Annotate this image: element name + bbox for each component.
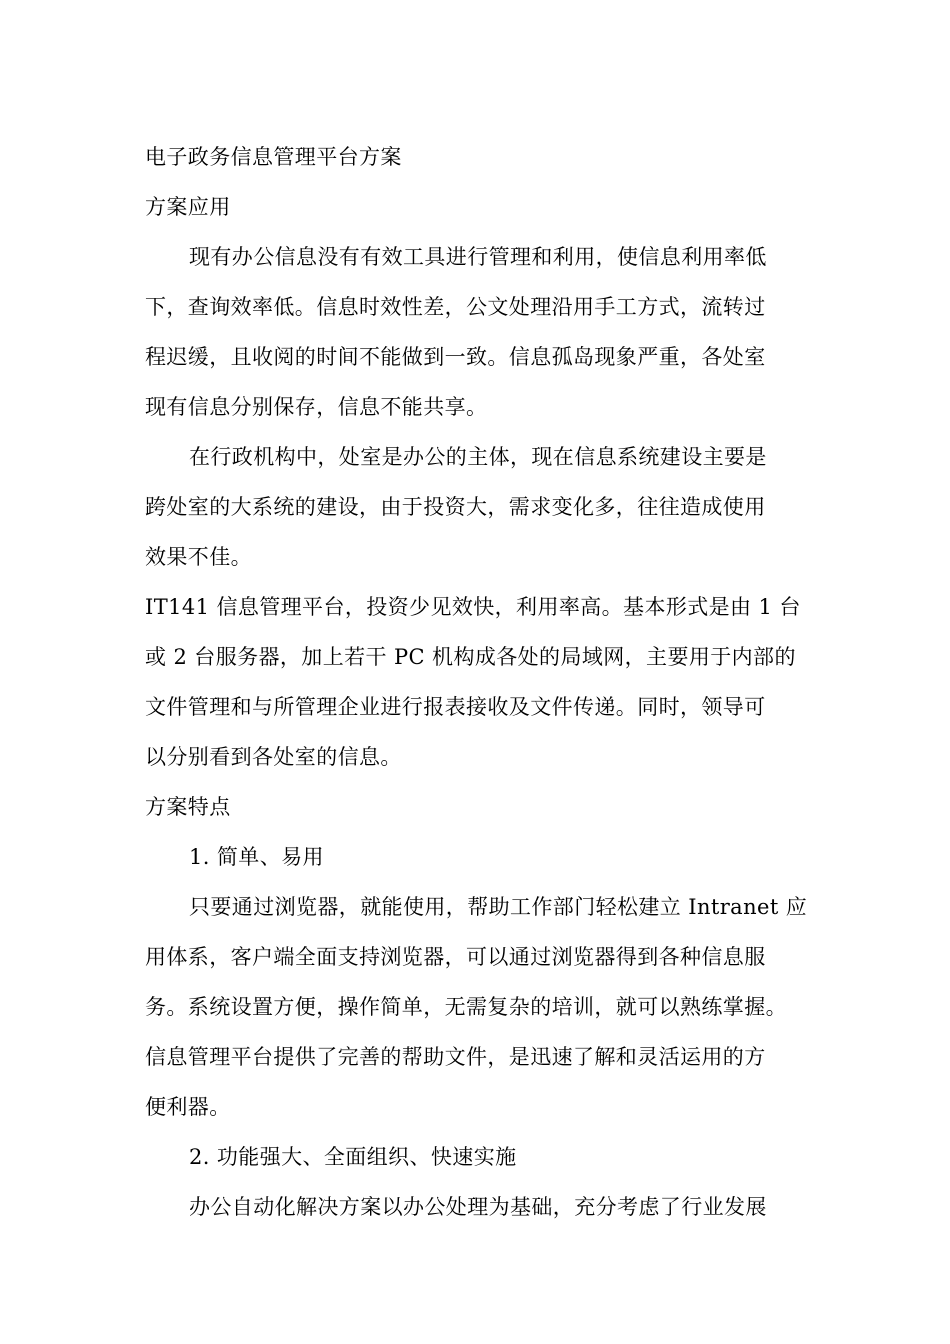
feature-heading-powerful: 2. 功能强大、全面组织、快速实施 [189, 1145, 517, 1169]
paragraph-line: 务。系统设置方便，操作简单，无需复杂的培训，就可以熟练掌握。 [145, 995, 787, 1019]
paragraph-line: 程迟缓，且收阅的时间不能做到一致。信息孤岛现象严重，各处室 [145, 345, 766, 369]
paragraph-line: 文件管理和与所管理企业进行报表接收及文件传递。同时，领导可 [145, 695, 766, 719]
paragraph-line: 现有办公信息没有有效工具进行管理和利用，使信息利用率低 [189, 245, 767, 269]
paragraph-current-problems [145, 232, 810, 432]
paragraph-line: 办公自动化解决方案以办公处理为基础，充分考虑了行业发展 [189, 1195, 767, 1219]
document-title: 电子政务信息管理平台方案 [145, 145, 402, 169]
paragraph-line: 以分别看到各处室的信息。 [145, 745, 402, 769]
paragraph-browser-usage [145, 882, 810, 1132]
paragraph-line: 便利器。 [145, 1095, 231, 1119]
paragraph-line: 跨处室的大系统的建设，由于投资大，需求变化多，往往造成使用 [145, 495, 766, 519]
feature-heading-simple-easy: 1. 简单、易用 [189, 845, 324, 869]
paragraph-line: 用体系，客户端全面支持浏览器，可以通过浏览器得到各种信息服 [145, 945, 766, 969]
section-heading-features: 方案特点 [145, 795, 231, 819]
document-body [145, 132, 810, 1232]
paragraph-line: 效果不佳。 [145, 545, 252, 569]
paragraph-line: 或 2 台服务器，加上若干 PC 机构成各处的局域网，主要用于内部的 [145, 645, 796, 669]
paragraph-line: 下，查询效率低。信息时效性差，公文处理沿用手工方式，流转过 [145, 295, 766, 319]
paragraph-it141-platform [145, 582, 810, 782]
paragraph-office-automation [145, 1182, 810, 1232]
paragraph-line: 只要通过浏览器，就能使用，帮助工作部门轻松建立 Intranet 应 [189, 895, 808, 919]
section-heading-application: 方案应用 [145, 195, 231, 219]
paragraph-line: 信息管理平台提供了完善的帮助文件，是迅速了解和灵活运用的方 [145, 1045, 766, 1069]
paragraph-admin-agencies [145, 432, 810, 582]
paragraph-line: 现有信息分别保存，信息不能共享。 [145, 395, 488, 419]
paragraph-line: 在行政机构中，处室是办公的主体，现在信息系统建设主要是 [189, 445, 767, 469]
paragraph-line: IT141 信息管理平台，投资少见效快，利用率高。基本形式是由 1 台 [145, 595, 801, 619]
